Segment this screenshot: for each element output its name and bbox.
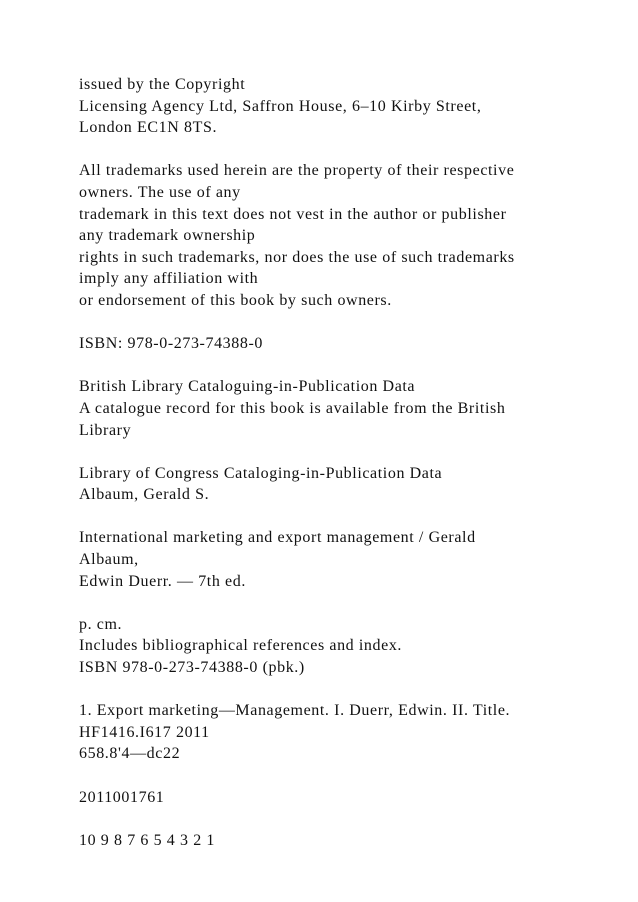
text-line: p. cm. <box>79 615 123 633</box>
text-line: Library <box>79 421 132 439</box>
text-line: ISBN 978-0-273-74388-0 (pbk.) <box>79 659 305 677</box>
text-line: 1. Export marketing—Management. I. Duerr, Edwin. II. Title. <box>79 702 511 720</box>
subject-classification-paragraph <box>79 700 559 765</box>
text-line: Library of Congress Cataloging-in-Publication Data <box>79 464 443 482</box>
copyright-text-block <box>79 74 559 851</box>
text-line: 10 9 8 7 6 5 4 3 2 1 <box>79 831 215 849</box>
text-line: rights in such trademarks, nor does the use of such trademarks <box>79 248 515 266</box>
text-line: British Library Cataloguing-in-Publication Data <box>79 378 416 396</box>
print-line-paragraph <box>79 830 559 852</box>
trademarks-paragraph <box>79 160 559 311</box>
text-line: Licensing Agency Ltd, Saffron House, 6–10 Kirby Street, <box>79 97 482 115</box>
text-line: imply any affiliation with <box>79 270 259 288</box>
text-line: trademark in this text does not vest in the author or publisher <box>79 205 507 223</box>
bibliographic-notes-paragraph <box>79 614 559 679</box>
text-line: International marketing and export management / Gerald <box>79 529 476 547</box>
copyright-licensing-paragraph <box>79 74 559 139</box>
text-line: any trademark ownership <box>79 227 256 245</box>
text-line: Albaum, <box>79 551 139 569</box>
text-line: or endorsement of this book by such owners. <box>79 291 392 309</box>
text-line: HF1416.I617 2011 <box>79 723 210 741</box>
text-line: Edwin Duerr. — 7th ed. <box>79 572 246 590</box>
text-line: Includes bibliographical references and index. <box>79 637 403 655</box>
text-line: 2011001761 <box>79 788 165 806</box>
lccn-paragraph <box>79 787 559 809</box>
text-line: A catalogue record for this book is available from the British <box>79 399 506 417</box>
text-line: London EC1N 8TS. <box>79 119 218 137</box>
isbn-paragraph <box>79 333 559 355</box>
text-line: owners. The use of any <box>79 183 241 201</box>
library-of-congress-paragraph <box>79 463 559 506</box>
text-line: 658.8'4—dc22 <box>79 745 181 763</box>
british-library-paragraph <box>79 376 559 441</box>
text-line: All trademarks used herein are the property of their respective <box>79 162 515 180</box>
text-line: ISBN: 978-0-273-74388-0 <box>79 335 264 353</box>
text-line: issued by the Copyright <box>79 76 246 93</box>
text-line: Albaum, Gerald S. <box>79 486 210 504</box>
book-title-paragraph <box>79 527 559 592</box>
